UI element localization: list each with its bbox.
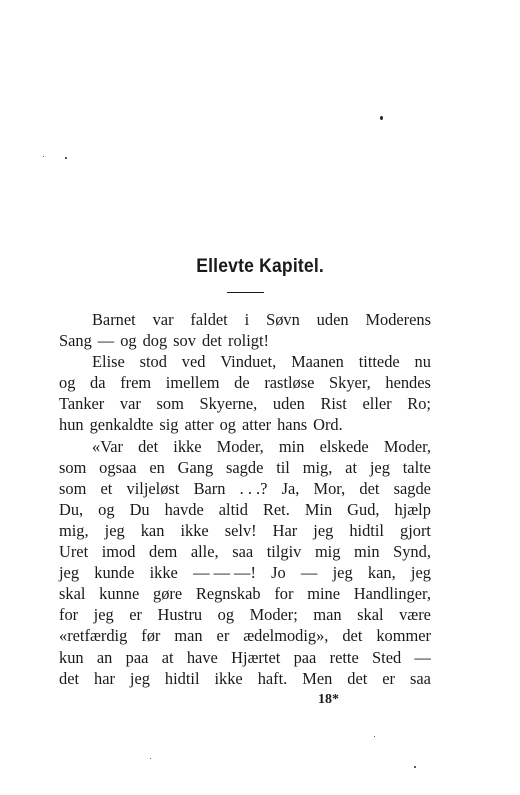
word: jeg — [129, 668, 150, 688]
title-rule — [227, 292, 264, 293]
word: til — [276, 457, 290, 477]
word: Moder, — [216, 436, 264, 456]
word: det — [347, 668, 368, 688]
word: Du — [129, 499, 150, 519]
word: «Var — [92, 436, 123, 456]
word: det — [59, 668, 80, 688]
word: alle, — [190, 542, 219, 562]
word: og — [219, 415, 236, 435]
word: er — [129, 605, 142, 625]
word: ædelmodig», — [243, 626, 329, 646]
text-line — [59, 625, 431, 646]
word: talte — [402, 457, 431, 477]
word: sig — [159, 415, 179, 435]
word: genkaldte — [89, 415, 154, 435]
word: haft. — [257, 668, 288, 688]
word: saa — [232, 542, 254, 562]
word: ikke — [149, 563, 178, 583]
word: Ja, — [281, 478, 300, 498]
word: jeg — [369, 457, 390, 477]
word: hjælp — [394, 499, 431, 519]
word: Skyer, — [329, 373, 371, 393]
text-line — [59, 604, 431, 625]
word: ikke — [180, 520, 209, 540]
word: Sted — [372, 647, 402, 667]
word: hidtil — [349, 520, 384, 540]
scan-speck — [414, 766, 416, 768]
word: og — [59, 373, 76, 393]
word: Min — [304, 499, 333, 519]
word: Hjærtet — [231, 647, 281, 667]
word: sagde — [226, 457, 264, 477]
word: var — [119, 394, 141, 414]
word: jeg — [332, 563, 353, 583]
word: «retfærdig — [59, 626, 128, 646]
word: jeg — [104, 520, 125, 540]
word: kunde — [94, 563, 135, 583]
word: Du, — [59, 499, 84, 519]
word: paa — [293, 647, 317, 667]
word: — — —! — [193, 563, 256, 583]
word: som — [156, 394, 184, 414]
text-line — [59, 414, 431, 435]
word: Gang — [177, 457, 214, 477]
word: for — [59, 605, 79, 625]
word: . . .? — [239, 478, 268, 498]
text-line — [59, 436, 431, 457]
word: er — [382, 668, 395, 688]
word: tittede — [358, 352, 400, 372]
word: et — [100, 478, 113, 498]
word: Synd, — [393, 542, 431, 562]
word: Vinduet, — [220, 352, 277, 372]
word: Rist — [320, 394, 347, 414]
word: kommer — [376, 626, 431, 646]
word: sov — [173, 331, 196, 351]
chapter-title: Ellevte Kapitel. — [196, 255, 324, 277]
word: det — [138, 436, 159, 456]
word: kunne — [99, 584, 140, 604]
word: elskede — [319, 436, 369, 456]
word: hans — [277, 415, 308, 435]
word: Hustru — [157, 605, 203, 625]
text-line — [59, 309, 431, 330]
word: min — [354, 542, 380, 562]
word: er — [216, 626, 230, 646]
word: Sang — [59, 331, 92, 351]
scan-speck — [65, 157, 67, 159]
body-text — [59, 309, 431, 689]
word: mig, — [59, 520, 89, 540]
word: i — [244, 310, 250, 329]
word: stod — [139, 352, 167, 372]
word: Barnet — [92, 310, 136, 329]
word: nu — [414, 352, 431, 372]
word: Moderens — [365, 310, 431, 329]
word: hendes — [385, 373, 431, 393]
word: jeg — [410, 563, 431, 583]
word: mig, — [302, 457, 333, 477]
word: for — [274, 584, 294, 604]
word: Tanker — [59, 394, 105, 414]
word: gjort — [400, 520, 431, 540]
word: imellem — [165, 373, 220, 393]
word: ved — [181, 352, 206, 372]
scan-speck — [150, 758, 151, 759]
word: de — [234, 373, 250, 393]
word: jeg — [93, 605, 114, 625]
word: og — [217, 605, 235, 625]
word: Men — [302, 668, 333, 688]
word: — — [300, 563, 318, 583]
text-line — [59, 330, 431, 351]
word: skal — [357, 605, 384, 625]
word: være — [399, 605, 431, 625]
word: Barn — [193, 478, 226, 498]
word: at — [345, 457, 358, 477]
word: mig — [314, 542, 341, 562]
word: Moder; — [249, 605, 298, 625]
word: min — [278, 436, 305, 456]
word: Handlinger, — [353, 584, 431, 604]
word: imod — [101, 542, 136, 562]
word: det — [359, 478, 380, 498]
word: hidtil — [164, 668, 200, 688]
text-line — [59, 372, 431, 393]
word: ikke — [173, 436, 202, 456]
word: rette — [329, 647, 359, 667]
word: det — [201, 331, 222, 351]
word: kan, — [367, 563, 396, 583]
text-line — [59, 499, 431, 520]
word: Gud, — [347, 499, 380, 519]
word: ikke — [214, 668, 243, 688]
word: Moder, — [383, 436, 431, 456]
word: uden — [272, 394, 305, 414]
word: an — [96, 647, 113, 667]
word: eller — [362, 394, 392, 414]
word: Regnskab — [195, 584, 261, 604]
text-line — [59, 478, 431, 499]
scan-speck — [380, 116, 383, 120]
text-line — [59, 562, 431, 583]
word: var — [152, 310, 174, 329]
word: tilgiv — [266, 542, 302, 562]
scan-speck — [374, 736, 375, 737]
word: en — [149, 457, 165, 477]
word: Ro; — [407, 394, 431, 414]
word: saa — [409, 668, 431, 688]
word: at — [161, 647, 174, 667]
word: — — [414, 647, 431, 667]
word: Ord. — [313, 415, 343, 435]
word: Har — [272, 520, 298, 540]
text-line — [59, 393, 431, 414]
word: jeg — [59, 563, 80, 583]
word: — — [97, 331, 115, 351]
word: og — [98, 499, 115, 519]
word: og — [120, 331, 137, 351]
word: dog — [142, 331, 168, 351]
word: ogsaa — [99, 457, 137, 477]
word: gøre — [153, 584, 183, 604]
word: det — [342, 626, 363, 646]
word: Skyerne, — [199, 394, 258, 414]
word: som — [59, 457, 87, 477]
word: hun — [59, 415, 84, 435]
word: Maanen — [291, 352, 344, 372]
text-line — [59, 351, 431, 372]
word: mine — [307, 584, 340, 604]
word: jeg — [313, 520, 334, 540]
text-line — [59, 541, 431, 562]
word: man — [174, 626, 203, 646]
word: man — [313, 605, 342, 625]
word: kan — [140, 520, 165, 540]
word: skal — [59, 584, 86, 604]
word: roligt! — [227, 331, 269, 351]
word: kun — [59, 647, 84, 667]
text-line — [59, 520, 431, 541]
word: havde — [164, 499, 204, 519]
word: før — [141, 626, 161, 646]
word: har — [94, 668, 115, 688]
word: atter — [241, 415, 272, 435]
text-line — [59, 583, 431, 604]
word: frem — [120, 373, 152, 393]
word: dem — [149, 542, 178, 562]
text-line — [59, 457, 431, 478]
word: som — [59, 478, 87, 498]
word: atter — [184, 415, 214, 435]
word: sagde — [393, 478, 431, 498]
word: altid — [218, 499, 248, 519]
text-line — [59, 647, 431, 668]
word: da — [90, 373, 106, 393]
word: paa — [125, 647, 149, 667]
word: uden — [316, 310, 349, 329]
scan-speck — [43, 156, 44, 157]
word: Mor, — [313, 478, 346, 498]
word: rastløse — [264, 373, 315, 393]
text-line — [59, 668, 431, 689]
word: Ret. — [262, 499, 290, 519]
word: Søvn — [266, 310, 300, 329]
page-number: 18* — [318, 692, 339, 707]
word: faldet — [190, 310, 228, 329]
word: selv! — [224, 520, 257, 540]
word: Uret — [59, 542, 89, 562]
word: have — [186, 647, 218, 667]
word: Elise — [92, 352, 125, 372]
word: viljeløst — [126, 478, 180, 498]
word: Jo — [271, 563, 286, 583]
